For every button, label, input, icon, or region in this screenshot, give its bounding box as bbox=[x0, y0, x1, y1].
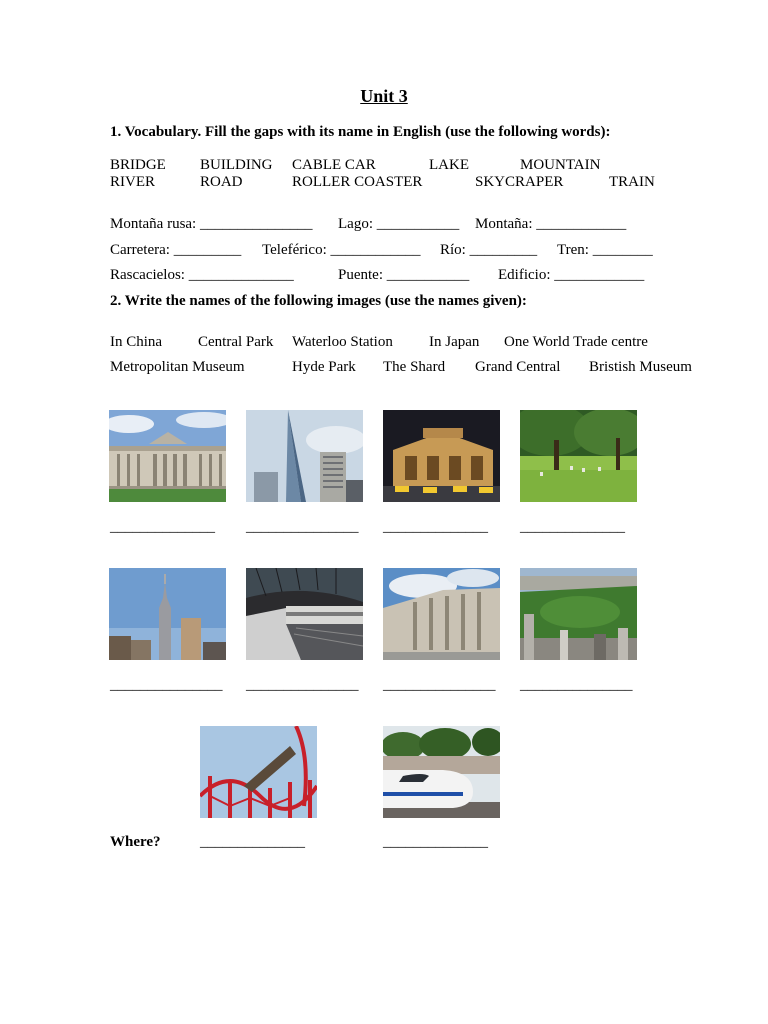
name-central-park: Central Park bbox=[198, 334, 274, 350]
name-hyde-park: Hyde Park bbox=[292, 359, 356, 375]
answer-blank-6[interactable]: _______________ bbox=[246, 677, 359, 693]
skyscraper-city-image bbox=[109, 568, 226, 660]
gap-montana[interactable]: Montaña: ____________ bbox=[475, 216, 627, 232]
answer-blank-7[interactable]: _______________ bbox=[383, 677, 496, 693]
section2-heading: 2. Write the names of the following images (use the names given): bbox=[110, 293, 527, 309]
gap-carretera[interactable]: Carretera: _________ bbox=[110, 242, 242, 258]
central-park-aerial-image bbox=[520, 568, 637, 660]
word-building: BUILDING bbox=[200, 157, 273, 173]
answer-blank-9[interactable]: ______________ bbox=[200, 834, 305, 850]
word-lake: LAKE bbox=[429, 157, 469, 173]
answer-blank-5[interactable]: _______________ bbox=[110, 677, 223, 693]
where-label: Where? bbox=[110, 834, 161, 850]
word-mountain: MOUNTAIN bbox=[520, 157, 601, 173]
gap-rio[interactable]: Río: _________ bbox=[440, 242, 538, 258]
section1-heading: 1. Vocabulary. Fill the gaps with its name in English (use the following words): bbox=[110, 124, 611, 140]
word-river: RIVER bbox=[110, 174, 155, 190]
hyde-park-image bbox=[520, 410, 637, 502]
name-in-china: In China bbox=[110, 334, 163, 350]
gap-teleferico[interactable]: Teleférico: ____________ bbox=[262, 242, 421, 258]
the-shard-image bbox=[246, 410, 363, 502]
answer-blank-8[interactable]: _______________ bbox=[520, 677, 633, 693]
grand-central-image bbox=[383, 410, 500, 502]
name-bristish-museum: Bristish Museum bbox=[589, 359, 692, 375]
word-skycraper: SKYCRAPER bbox=[475, 174, 564, 190]
name-the-shard: The Shard bbox=[383, 359, 446, 375]
name-in-japan: In Japan bbox=[429, 334, 480, 350]
name-grand-central: Grand Central bbox=[475, 359, 561, 375]
name-one-world-trade-centre: One World Trade centre bbox=[504, 334, 648, 350]
name-waterloo-station: Waterloo Station bbox=[292, 334, 393, 350]
gap-lago[interactable]: Lago: ___________ bbox=[338, 216, 460, 232]
answer-blank-10[interactable]: ______________ bbox=[383, 834, 488, 850]
answer-blank-1[interactable]: ______________ bbox=[110, 519, 215, 535]
word-bridge: BRIDGE bbox=[110, 157, 166, 173]
word-cable-car: CABLE CAR bbox=[292, 157, 376, 173]
roller-coaster-image bbox=[200, 726, 317, 818]
answer-blank-3[interactable]: ______________ bbox=[383, 519, 488, 535]
page-title: Unit 3 bbox=[360, 86, 408, 106]
bullet-train-image bbox=[383, 726, 500, 818]
gap-tren[interactable]: Tren: ________ bbox=[557, 242, 653, 258]
name-metropolitan-museum: Metropolitan Museum bbox=[110, 359, 245, 375]
answer-blank-4[interactable]: ______________ bbox=[520, 519, 625, 535]
gap-edificio[interactable]: Edificio: ____________ bbox=[498, 267, 645, 283]
british-museum-image bbox=[109, 410, 226, 502]
word-road: ROAD bbox=[200, 174, 243, 190]
word-roller-coaster: ROLLER COASTER bbox=[292, 174, 423, 190]
gap-puente[interactable]: Puente: ___________ bbox=[338, 267, 470, 283]
gap-rascacielos[interactable]: Rascacielos: ______________ bbox=[110, 267, 294, 283]
answer-blank-2[interactable]: _______________ bbox=[246, 519, 359, 535]
train-station-image bbox=[246, 568, 363, 660]
gap-montana-rusa[interactable]: Montaña rusa: _______________ bbox=[110, 216, 313, 232]
metropolitan-museum-image bbox=[383, 568, 500, 660]
word-train: TRAIN bbox=[609, 174, 655, 190]
